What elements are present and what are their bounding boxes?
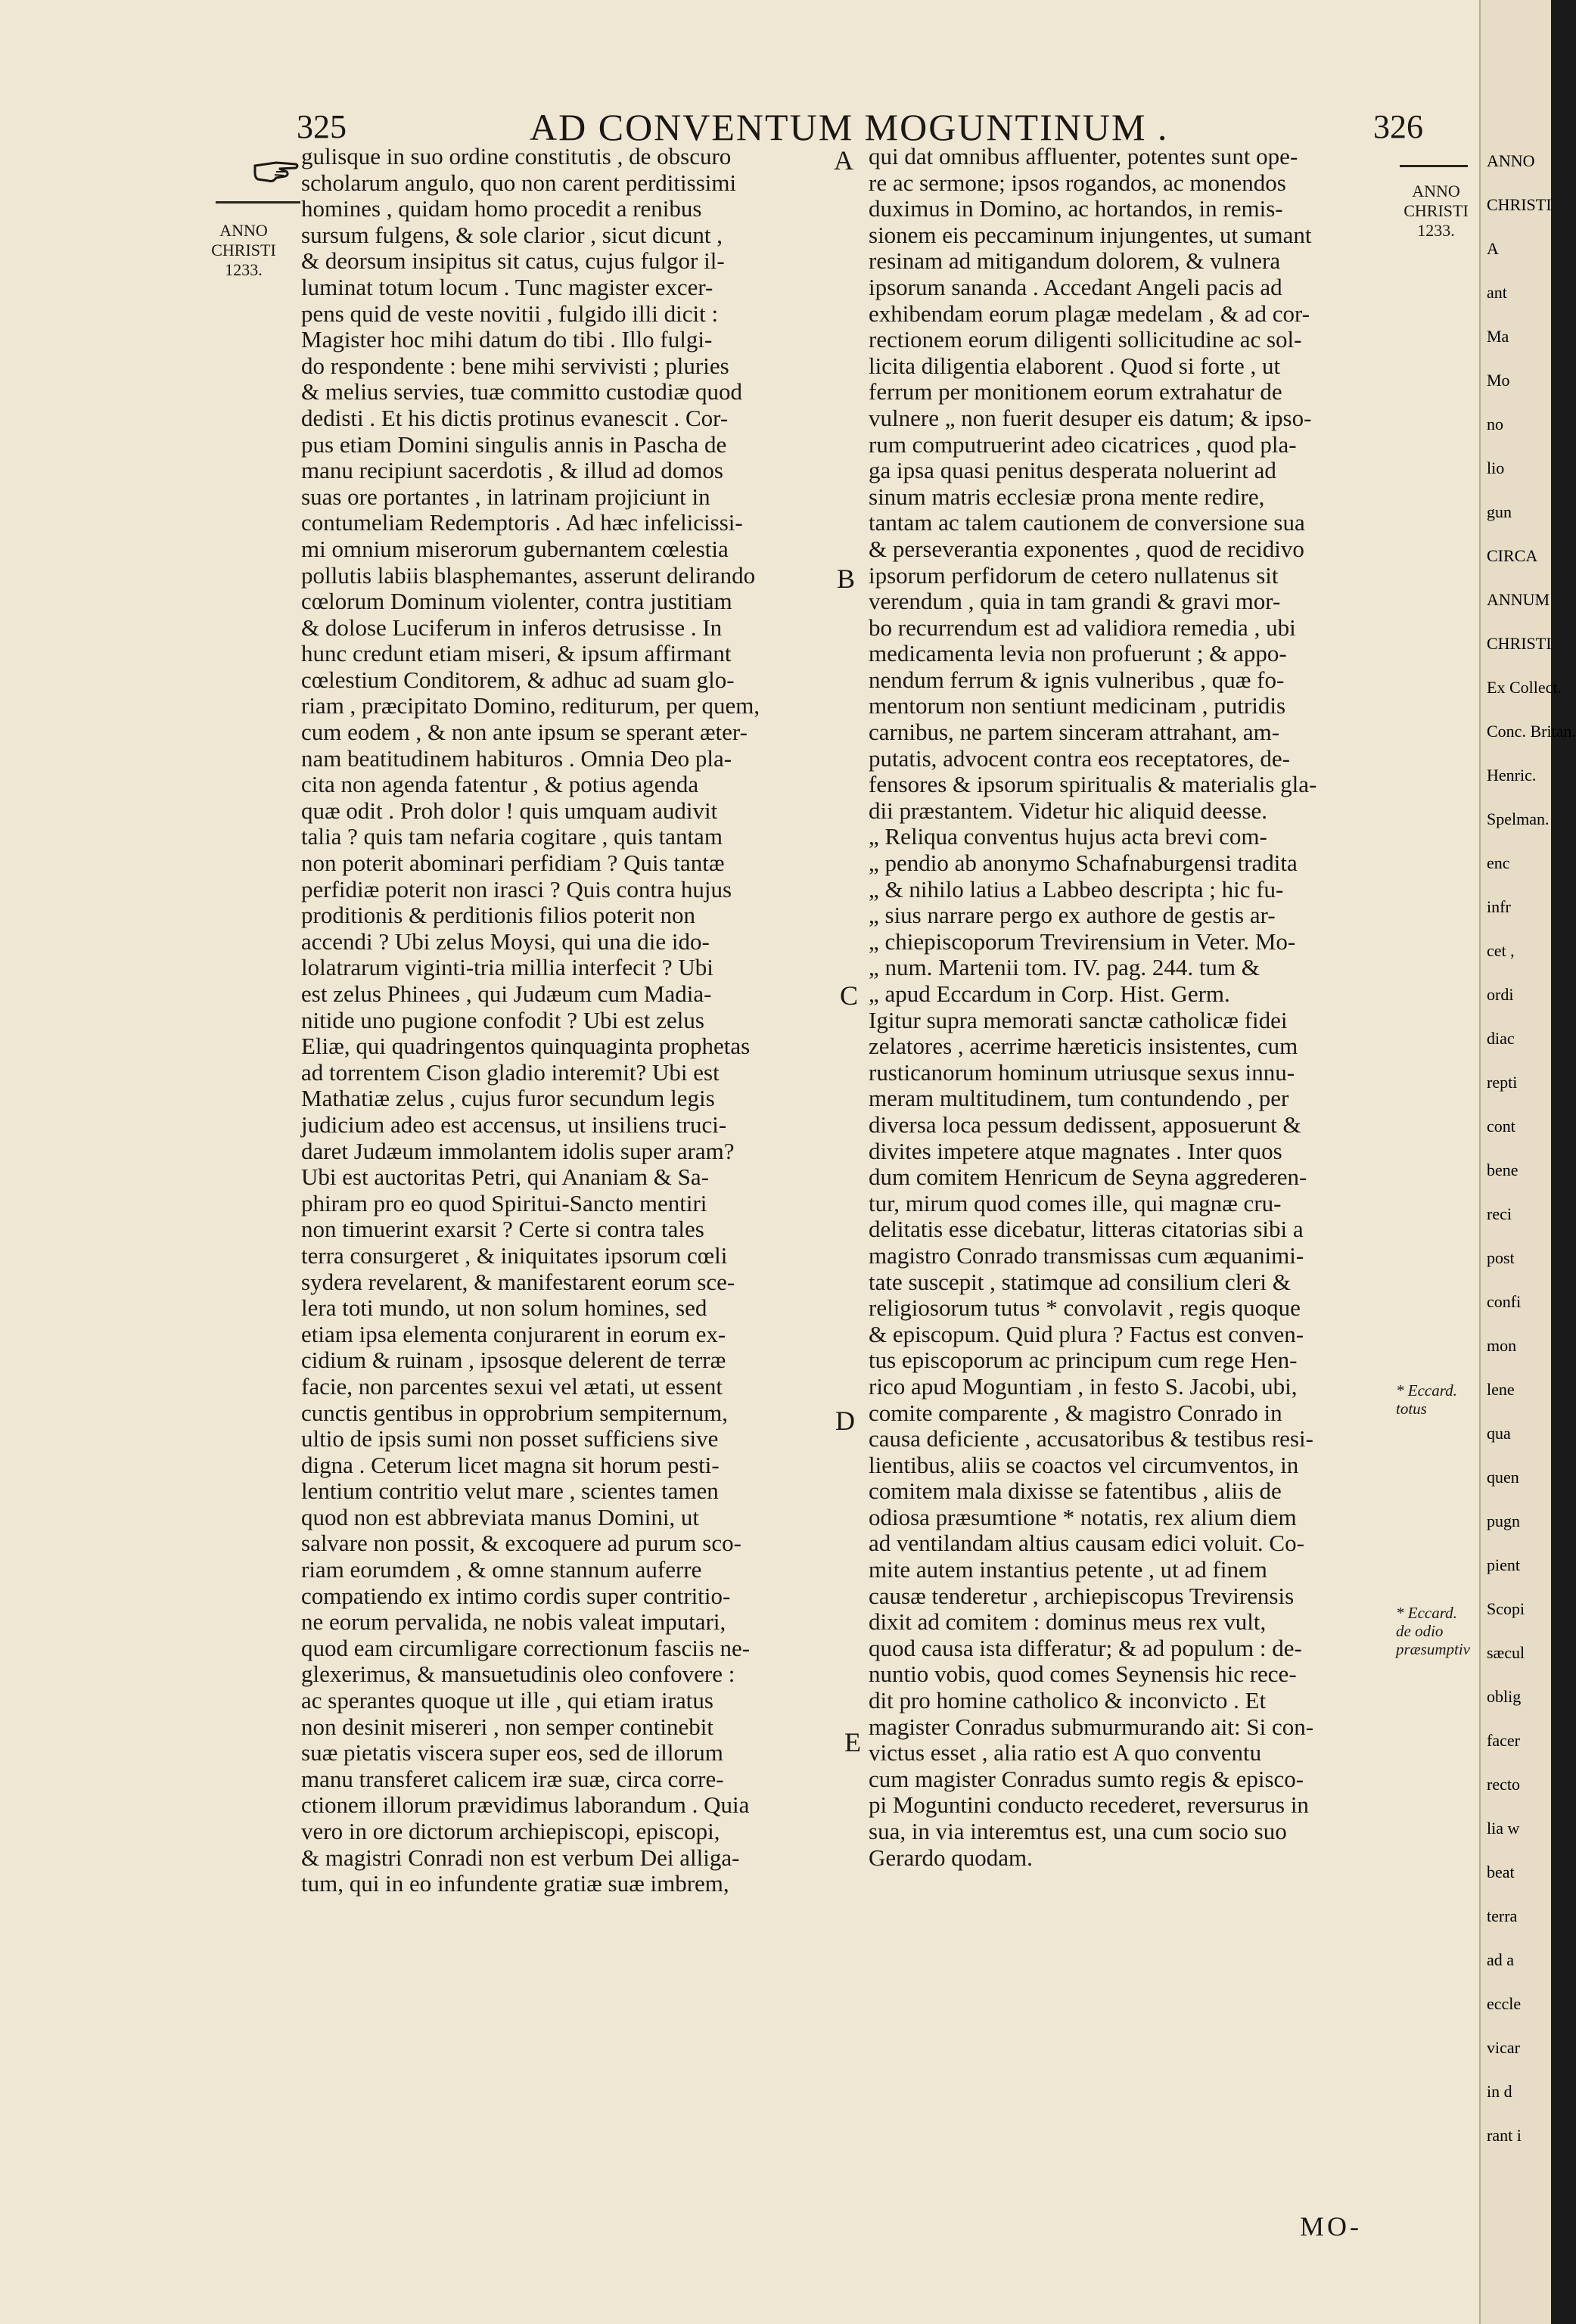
text-line-right: sinum matris ecclesiæ prona mente redire, [869, 483, 1265, 510]
text-line-left: do respondente : bene mihi servivisti ; pluries [301, 352, 729, 379]
text-line-left: hunc credunt etiam miseri, & ipsum affirmant [301, 640, 732, 667]
text-line-left: quæ odit . Proh dolor ! quis umquam audivit [301, 797, 718, 824]
text-line-left: cunctis gentibus in opprobrium sempiternum, [301, 1399, 728, 1426]
text-line-left: pus etiam Domini singulis annis in Pascha de [301, 430, 727, 458]
text-line-left: accendi ? Ubi zelus Moysi, qui una die ido- [301, 927, 710, 955]
edge-fragment: terra [1487, 1906, 1518, 1925]
text-line-left: glexerimus, & mansuetudinis oleo confovere : [301, 1661, 735, 1688]
edge-fragment: Henric. [1487, 766, 1537, 785]
text-line-right: „ pendio ab anonymo Schafnaburgensi tradita [869, 850, 1298, 877]
section-letter-a: A [834, 145, 853, 176]
text-line-right: „ chiepiscoporum Trevirensium in Veter. Mo- [869, 927, 1296, 955]
text-line-right: putatis, advocent contra eos receptatores, de- [869, 744, 1290, 772]
text-line-left: scholarum angulo, quo non carent perditissimi [301, 169, 737, 196]
text-line-left: perfidiæ poterit non irasci ? Quis contra hujus [301, 875, 732, 903]
text-line-left: suas ore portantes , in latrinam projiciunt in [301, 483, 710, 510]
text-line-left: non desinit misereri , non semper continebit [301, 1713, 713, 1740]
edge-fragment: post [1487, 1248, 1515, 1267]
text-line-left: facie, non parcentes sexui vel ætati, ut essent [301, 1372, 723, 1400]
edge-fragment: oblig [1487, 1687, 1522, 1706]
edge-fragment: ant [1487, 283, 1507, 302]
text-line-left: sydera revelarent, & manifestarent eorum sce- [301, 1268, 735, 1295]
margin-date-right [1398, 182, 1474, 241]
text-line-right: ferrum per monitionem eorum extrahatur de [869, 378, 1282, 405]
text-line-right: religiosorum tutus * convolavit , regis quoque [869, 1294, 1301, 1322]
edge-fragment: cont [1487, 1117, 1515, 1136]
edge-fragment: lia w [1487, 1819, 1520, 1838]
text-line-right: mite autem instantius petente , ut ad finem [869, 1556, 1267, 1583]
text-line-right: comite comparente , & magistro Conrado in [869, 1399, 1282, 1426]
text-line-right: comitem mala dixisse se fatentibus , aliis de [869, 1477, 1282, 1505]
text-line-right: tate suscepit , statimque ad consilium cleri & [869, 1268, 1291, 1295]
edge-fragment: ANNO [1487, 151, 1535, 170]
text-line-right: medicamenta levia non profuerunt ; & appo- [869, 640, 1287, 667]
edge-fragment: vicar [1487, 2038, 1520, 2057]
text-line-left: phiram pro eo quod Spiritui-Sancto mentiri [301, 1189, 707, 1216]
text-line-left: nam beatitudinem habituros . Omnia Deo pla- [301, 744, 732, 772]
text-line-right: tur, mirum quod comes ille, qui magnæ cru- [869, 1189, 1282, 1216]
text-line-left: Magister hoc mihi datum do tibi . Illo fulgi- [301, 326, 713, 353]
text-line-left: manu recipiunt sacerdotis , & illud ad domos [301, 457, 723, 484]
text-line-right: carnibus, ne partem sinceram attrahant, am- [869, 719, 1280, 746]
edge-fragment: sæcul [1487, 1643, 1525, 1662]
text-line-left: cita non agenda fatentur , & potius agenda [301, 771, 699, 798]
edge-fragment: facer [1487, 1731, 1520, 1750]
text-line-left: luminat totum locum . Tunc magister excer- [301, 273, 713, 300]
page-number-left: 325 [297, 108, 347, 145]
margin-date-left-line: CHRISTI [211, 241, 276, 259]
running-title: AD CONVENTUM MOGUNTINUM . [530, 106, 1169, 148]
text-line-left: nitide uno pugione confodit ? Ubi est zelus [301, 1006, 704, 1033]
text-line-right: fensores & ipsorum spiritualis & materialis gla- [869, 771, 1317, 798]
edge-fragment: cet , [1487, 941, 1515, 960]
edge-fragment: lio [1487, 458, 1505, 477]
margin-date-left-line: ANNO [219, 221, 268, 240]
text-line-right: lientibus, aliis se coactos vel circumventos, in [869, 1451, 1299, 1478]
text-line-right: Gerardo quodam. [869, 1844, 1033, 1871]
text-line-left: talia ? quis tam nefaria cogitare , quis tantam [301, 823, 723, 850]
text-line-left: dedisti . Et his dictis protinus evanescit . Cor- [301, 404, 729, 431]
text-line-right: ipsorum sananda . Accedant Angeli pacis ad [869, 273, 1282, 300]
text-line-left: salvare non possit, & excoquere ad purum sco- [301, 1530, 741, 1557]
text-line-right: „ Reliqua conventus hujus acta brevi com- [869, 823, 1267, 850]
edge-fragment: A [1487, 239, 1499, 258]
text-line-right: „ num. Martenii tom. IV. pag. 244. tum & [869, 954, 1260, 981]
text-line-right: verendum , quia in tam grandi & gravi mor- [869, 588, 1281, 615]
text-line-left: lera toti mundo, ut non solum homines, sed [301, 1294, 707, 1322]
section-letter-c: C [840, 980, 859, 1011]
text-line-right: exhibendam eorum plagæ medelam , & ad cor- [869, 300, 1310, 327]
edge-fragment: ANNUM [1487, 590, 1550, 609]
margin-date-right-line: 1233. [1417, 221, 1455, 240]
edge-fragment: diac [1487, 1029, 1515, 1048]
edge-fragment: ordi [1487, 985, 1514, 1004]
text-line-right: & episcopum. Quid plura ? Factus est conven- [869, 1320, 1304, 1347]
margin-note-eccard-1: * Eccard. totus [1396, 1381, 1457, 1418]
text-line-right: causa deficiente , accusatoribus & testibus resi- [869, 1425, 1313, 1452]
edge-fragment: bene [1487, 1160, 1518, 1179]
left-column-text [301, 144, 831, 1897]
text-line-left: mi omnium miserorum gubernantem cœlestia [301, 535, 729, 562]
edge-fragment: repti [1487, 1073, 1518, 1092]
text-line-right: sua, in via interemtus est, una cum socio suo [869, 1818, 1287, 1844]
text-line-right: „ apud Eccardum in Corp. Hist. Germ. [869, 980, 1230, 1007]
edge-fragment: Ma [1487, 327, 1509, 346]
text-line-left: ac sperantes quoque ut ille , qui etiam iratus [301, 1687, 713, 1714]
text-line-left: Mathatiæ zelus , cujus furor secundum legis [301, 1085, 715, 1112]
text-line-left: quod non est abbreviata manus Domini, ut [301, 1503, 700, 1530]
text-line-left: pollutis labiis blasphemantes, asserunt delirando [301, 561, 756, 589]
text-line-right: magister Conradus submurmurando ait: Si con- [869, 1713, 1314, 1740]
text-line-left: cœlorum Dominum violenter, contra justitiam [301, 588, 732, 615]
text-line-right: dixit ad comitem : dominus meus rex vult, [869, 1608, 1267, 1636]
text-line-left: judicium adeo est accensus, ut insiliens truci- [301, 1111, 727, 1138]
text-line-right: qui dat omnibus affluenter, potentes sunt ope- [869, 143, 1298, 169]
text-line-right: nuntio vobis, quod comes Seynensis hic rece- [869, 1661, 1297, 1688]
text-line-left: manu transferet calicem iræ suæ, circa corre- [301, 1765, 724, 1792]
text-line-right: nendum ferrum & ignis vulneribus , quæ fo- [869, 666, 1285, 693]
text-line-right: „ & nihilo latius a Labbeo descripta ; hic fu- [869, 875, 1284, 903]
text-line-right: rum computruerint adeo cicatrices , quod pla- [869, 430, 1297, 458]
text-line-left: contumeliam Redemptoris . Ad hæc infelicissi- [301, 509, 743, 536]
text-line-right: ad ventilandam altius causam edici voluit. Co- [869, 1530, 1304, 1557]
text-line-right: duximus in Domino, ac hortandos, in remis- [869, 195, 1283, 222]
text-line-right: zelatores , acerrime hæreticis insistentes, cum [869, 1033, 1298, 1060]
text-line-left: Ubi est auctoritas Petri, qui Ananiam & Sa- [301, 1164, 709, 1191]
text-line-right: dum comitem Henricum de Seyna aggrederen- [869, 1164, 1307, 1191]
text-line-left: sursum fulgens, & sole clarior , sicut dicunt , [301, 221, 723, 248]
edge-fragment: rant i [1487, 2126, 1522, 2145]
edge-fragment: pient [1487, 1555, 1520, 1574]
edge-fragment: mon [1487, 1336, 1517, 1355]
edge-fragment: in d [1487, 2082, 1512, 2101]
text-line-left: cidium & ruinam , ipsosque delerent de terræ [301, 1347, 726, 1374]
text-line-right: delitatis esse dicebatur, litteras citatorias sibi a [869, 1216, 1304, 1243]
text-line-left: pens quid de veste novitii , fulgido illi dicit : [301, 300, 719, 327]
text-line-left: & dolose Luciferum in inferos detrusisse . In [301, 614, 723, 641]
text-line-right: mentorum non sentiunt medicinam , putridis [869, 692, 1286, 719]
edge-fragment: Spelman. [1487, 809, 1550, 828]
edge-fragment: reci [1487, 1204, 1512, 1223]
text-line-right: & perseverantia exponentes , quod de recidivo [869, 535, 1304, 562]
edge-fragment: eccle [1487, 1994, 1522, 2013]
right-column-text [869, 144, 1398, 1871]
text-line-right: victus esset , alia ratio est A quo conventu [869, 1739, 1262, 1766]
margin-date-right-line: CHRISTI [1403, 201, 1469, 220]
facing-page-edge [1479, 0, 1576, 2324]
text-line-left: gulisque in suo ordine constitutis , de obscuro [301, 143, 732, 169]
margin-date-right-line: ANNO [1412, 182, 1460, 200]
text-line-right: ipsorum perfidorum de cetero nullatenus sit [869, 561, 1279, 589]
margin-note-eccard-2: * Eccard. de odio præsumptiv [1396, 1604, 1471, 1658]
edge-fragment: Scopi [1487, 1599, 1525, 1618]
text-line-left: proditionis & perditionis filios poterit non [301, 902, 695, 929]
text-line-left: lolatrarum viginti-tria millia interfecit ? Ubi [301, 954, 713, 981]
text-line-left: lentium contritio velut mare , scientes tamen [301, 1477, 719, 1505]
text-line-right: quod causa ista differatur; & ad populum : de- [869, 1634, 1302, 1661]
text-line-left: ne eorum pervalida, ne nobis valeat imputari, [301, 1608, 726, 1636]
text-line-right: pi Moguntini conducto recederet, reversurus in [869, 1791, 1309, 1819]
edge-fragment: ad a [1487, 1950, 1515, 1969]
text-line-right: magistro Conrado transmissas cum æquanimi- [869, 1241, 1304, 1269]
edge-fragment: qua [1487, 1424, 1511, 1443]
text-line-left: est zelus Phinees , qui Judæum cum Madia- [301, 980, 712, 1007]
text-line-right: cum magister Conradus sumto regis & episco- [869, 1765, 1304, 1792]
edge-fragment: CIRCA [1487, 546, 1538, 565]
text-line-right: bo recurrendum est ad validiora remedia , ubi [869, 614, 1296, 641]
text-line-right: diversa loca pessum dedissent, apposuerunt & [869, 1111, 1301, 1138]
text-line-right: sionem eis peccaminum injungentes, ut sumant [869, 221, 1312, 248]
text-line-left: compatiendo ex intimo cordis super contritio- [301, 1582, 731, 1609]
text-line-left: terra consurgeret , & iniquitates ipsorum cœli [301, 1241, 728, 1269]
text-line-right: tantam ac talem cautionem de conversione sua [869, 509, 1305, 536]
edge-fragment: Mo [1487, 371, 1510, 390]
text-line-right: ga ipsa quasi penitus desperata noluerint ad [869, 457, 1276, 484]
edge-fragment: Conc. Britan. [1487, 722, 1576, 741]
text-line-left: homines , quidam homo procedit a renibus [301, 195, 702, 222]
edge-fragment: recto [1487, 1775, 1520, 1794]
text-line-left: cœlestium Conditorem, & adhuc ad suam glo- [301, 666, 735, 693]
edge-fragment: beat [1487, 1863, 1515, 1881]
edge-fragment: Ex Collect. [1487, 678, 1562, 697]
section-letter-d: D [835, 1406, 855, 1436]
text-line-right: vulnere „ non fuerit desuper eis datum; & ipso- [869, 404, 1312, 431]
edge-fragment: infr [1487, 897, 1511, 916]
text-line-left: ultio de ipsis sumi non posset sufficiens sive [301, 1425, 719, 1452]
text-line-left: digna . Ceterum licet magna sit horum pesti- [301, 1451, 720, 1478]
pointing-hand-icon [253, 155, 300, 185]
text-line-left: suæ pietatis viscera super eos, sed de illorum [301, 1739, 723, 1766]
edge-fragment: lene [1487, 1380, 1515, 1399]
text-line-left: & melius servies, tuæ committo custodiæ quod [301, 378, 742, 405]
text-line-left: non timuerint exarsit ? Certe si contra tales [301, 1216, 704, 1243]
section-letter-b: B [837, 564, 856, 594]
margin-date-left-line: 1233. [225, 260, 263, 279]
text-line-left: tum, qui in eo infundente gratiæ suæ imbrem, [301, 1870, 729, 1897]
text-line-left: riam eorumdem , & omne stannum auferre [301, 1556, 702, 1583]
edge-fragment: CHRISTI [1487, 195, 1552, 214]
rule-right [1400, 165, 1468, 167]
edge-fragment: no [1487, 415, 1503, 433]
text-line-right: re ac sermone; ipsos rogandos, ac monendos [869, 169, 1286, 196]
catchword: MO- [1300, 2211, 1362, 2242]
text-line-left: daret Judæum immolantem idolis super aram? [301, 1137, 735, 1164]
text-line-right: resinam ad mitigandum dolorem, & vulnera [869, 247, 1281, 275]
text-line-left: non poterit abominari perfidiam ? Quis tantæ [301, 850, 725, 877]
text-line-right: meram multitudinem, tum contundendo , per [869, 1085, 1289, 1112]
edge-fragment: quen [1487, 1468, 1519, 1487]
section-letter-e: E [844, 1727, 861, 1757]
text-line-right: divites impetere atque magnates . Inter quos [869, 1137, 1282, 1164]
text-line-left: & magistri Conradi non est verbum Dei alliga- [301, 1844, 740, 1871]
text-line-right: causæ tenderetur , archiepiscopus Trevirensis [869, 1582, 1295, 1609]
edge-fragment: gun [1487, 502, 1512, 521]
edge-fragment: pugn [1487, 1512, 1520, 1530]
edge-fragment: enc [1487, 853, 1510, 872]
text-line-right: Igitur supra memorati sanctæ catholicæ fidei [869, 1006, 1288, 1033]
text-line-right: tus episcoporum ac principum cum rege Hen- [869, 1347, 1298, 1374]
text-line-left: etiam ipsa elementa conjurarent in eorum ex- [301, 1320, 726, 1347]
rule-left [216, 201, 300, 204]
text-line-right: dii præstantem. Videtur hic aliquid deesse. [869, 797, 1268, 824]
page-number-right: 326 [1373, 108, 1423, 145]
text-line-left: ctionem illorum prævidimus laborandum . Quia [301, 1791, 750, 1819]
text-line-left: vero in ore dictorum archiepiscopi, episcopi, [301, 1818, 720, 1844]
text-line-right: rico apud Moguntiam , in festo S. Jacobi, ubi, [869, 1372, 1298, 1400]
text-line-left: Eliæ, qui quadringentos quinquaginta prophetas [301, 1033, 751, 1060]
text-line-right: „ sius narrare pergo ex authore de gestis ar- [869, 902, 1276, 929]
edge-fragment: confi [1487, 1292, 1522, 1311]
text-line-right: odiosa præsumtione * notatis, rex alium diem [869, 1503, 1297, 1530]
text-line-left: quod eam circumligare correctionum fasciis ne- [301, 1634, 751, 1661]
text-line-left: & deorsum insipitus sit catus, cujus fulgor il- [301, 247, 725, 275]
text-line-right: licita diligentia elaborent . Quod si forte , ut [869, 352, 1281, 379]
margin-date-left [198, 221, 289, 280]
edge-fragment: CHRISTI [1487, 634, 1552, 653]
text-line-left: ad torrentem Cison gladio interemit? Ubi est [301, 1058, 720, 1086]
text-line-right: dit pro homine catholico & inconvicto . Et [869, 1687, 1267, 1714]
text-line-left: cum eodem , & non ante ipsum se sperant æter- [301, 719, 748, 746]
text-line-right: rusticanorum hominum utriusque sexus innu- [869, 1058, 1295, 1086]
text-line-left: riam , præcipitato Domino, rediturum, per quem, [301, 692, 760, 719]
text-line-right: rectionem eorum diligenti sollicitudine ac sol- [869, 326, 1302, 353]
